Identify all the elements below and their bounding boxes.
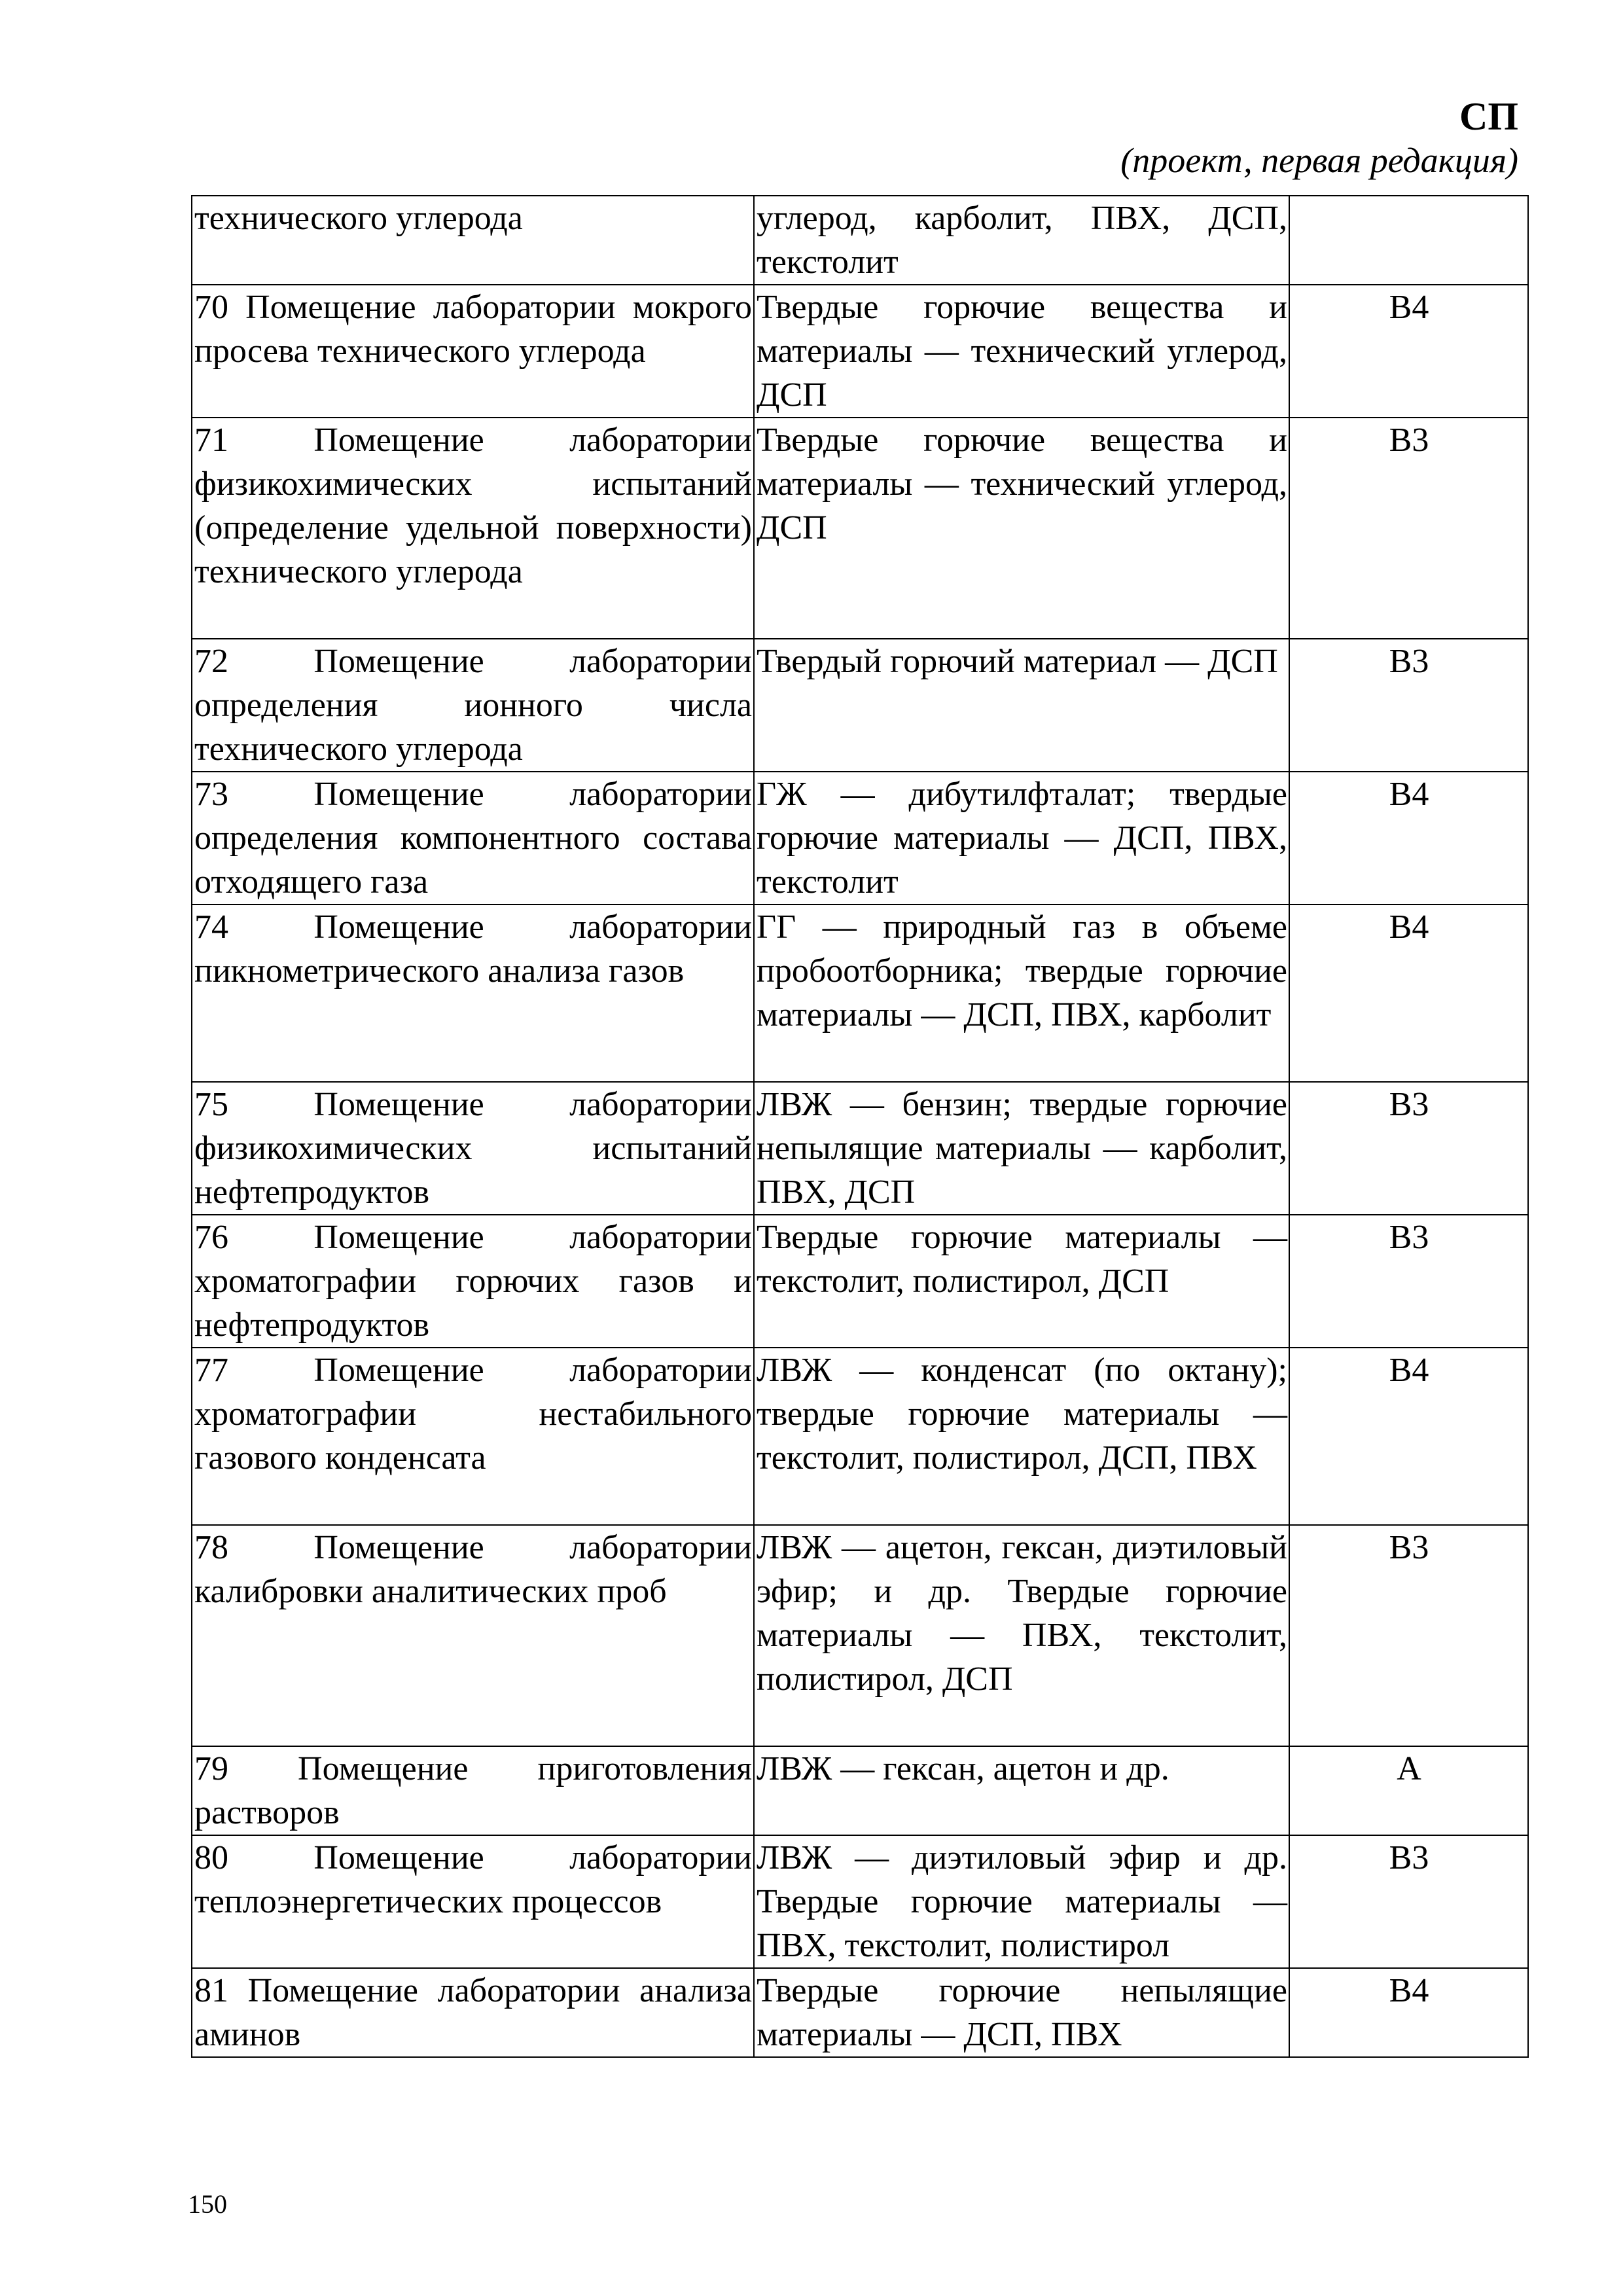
category-cell	[1289, 196, 1528, 285]
table-row	[192, 418, 1528, 639]
page-number: 150	[188, 2189, 227, 2219]
substances-cell: Твердые горючие непылящие материалы — ДСП, ПВХ	[754, 1968, 1289, 2057]
room-name-cell: 80 Помещение лаборатории теплоэнергетических процессов	[192, 1835, 754, 1968]
category-cell: В3	[1289, 639, 1528, 772]
room-name-cell: 75 Помещение лаборатории физикохимических испытаний нефтепродуктов	[192, 1082, 754, 1215]
category-cell: В4	[1289, 1968, 1528, 2057]
room-name-cell: 73 Помещение лаборатории определения компонентного состава отходящего газа	[192, 772, 754, 905]
category-cell: В3	[1289, 1215, 1528, 1348]
substances-cell: углерод, карболит, ПВХ, ДСП, текстолит	[754, 196, 1289, 285]
room-name-cell: 74 Помещение лаборатории пикнометрического анализа газов	[192, 905, 754, 1082]
substances-cell: ЛВЖ — конденсат (по октану); твердые горючие материалы — текстолит, полистирол, ДСП, ПВХ	[754, 1348, 1289, 1525]
table-row	[192, 1348, 1528, 1525]
category-cell: А	[1289, 1746, 1528, 1835]
table-row	[192, 905, 1528, 1082]
room-name-cell: 70 Помещение лаборатории мокрого просева технического углерода	[192, 285, 754, 418]
room-name-cell: 78 Помещение лаборатории калибровки аналитических проб	[192, 1525, 754, 1746]
table-row	[192, 1968, 1528, 2057]
substances-cell: ЛВЖ — гексан, ацетон и др.	[754, 1746, 1289, 1835]
substances-cell: ЛВЖ — диэтиловый эфир и др. Твердые горючие материалы — ПВХ, текстолит, полистирол	[754, 1835, 1289, 1968]
substances-cell: Твердые горючие материалы — текстолит, полистирол, ДСП	[754, 1215, 1289, 1348]
table-row	[192, 1082, 1528, 1215]
table-row	[192, 1746, 1528, 1835]
category-cell: В3	[1289, 1082, 1528, 1215]
document-status: (проект, первая редакция)	[1120, 141, 1518, 180]
room-name-cell: 79 Помещение приготовления растворов	[192, 1746, 754, 1835]
category-cell: В4	[1289, 285, 1528, 418]
substances-cell: ЛВЖ — ацетон, гексан, диэтиловый эфир; и др. Твердые горючие материалы — ПВХ, текстолит, полистирол, ДСП	[754, 1525, 1289, 1746]
table-row	[192, 1835, 1528, 1968]
substances-cell: Твердые горючие вещества и материалы — технический углерод, ДСП	[754, 418, 1289, 639]
substances-cell: ГГ — природный газ в объеме пробоотборника; твердые горючие материалы — ДСП, ПВХ, карболит	[754, 905, 1289, 1082]
table-row	[192, 196, 1528, 285]
table-row	[192, 772, 1528, 905]
table-row	[192, 1525, 1528, 1746]
room-name-cell: 77 Помещение лаборатории хроматографии нестабильного газового конденсата	[192, 1348, 754, 1525]
category-cell: В3	[1289, 418, 1528, 639]
table-row	[192, 285, 1528, 418]
substances-cell: Твердый горючий материал — ДСП	[754, 639, 1289, 772]
category-cell: В4	[1289, 772, 1528, 905]
substances-cell: ГЖ — дибутилфталат; твердые горючие материалы — ДСП, ПВХ, текстолит	[754, 772, 1289, 905]
substances-cell: ЛВЖ — бензин; твердые горючие непылящие материалы — карболит, ПВХ, ДСП	[754, 1082, 1289, 1215]
category-cell: В4	[1289, 1348, 1528, 1525]
category-cell: В3	[1289, 1525, 1528, 1746]
substances-cell: Твердые горючие вещества и материалы — технический углерод, ДСП	[754, 285, 1289, 418]
table-row	[192, 1215, 1528, 1348]
table-row	[192, 639, 1528, 772]
document-code: СП	[1459, 95, 1518, 138]
room-name-cell: 72 Помещение лаборатории определения ионного числа технического углерода	[192, 639, 754, 772]
room-name-cell: 76 Помещение лаборатории хроматографии горючих газов и нефтепродуктов	[192, 1215, 754, 1348]
room-category-table	[191, 195, 1529, 2058]
room-name-cell: 71 Помещение лаборатории физикохимических испытаний (определение удельной поверхности) технического углерода	[192, 418, 754, 639]
room-name-cell: технического углерода	[192, 196, 754, 285]
room-name-cell: 81 Помещение лаборатории анализа аминов	[192, 1968, 754, 2057]
category-cell: В3	[1289, 1835, 1528, 1968]
category-cell: В4	[1289, 905, 1528, 1082]
